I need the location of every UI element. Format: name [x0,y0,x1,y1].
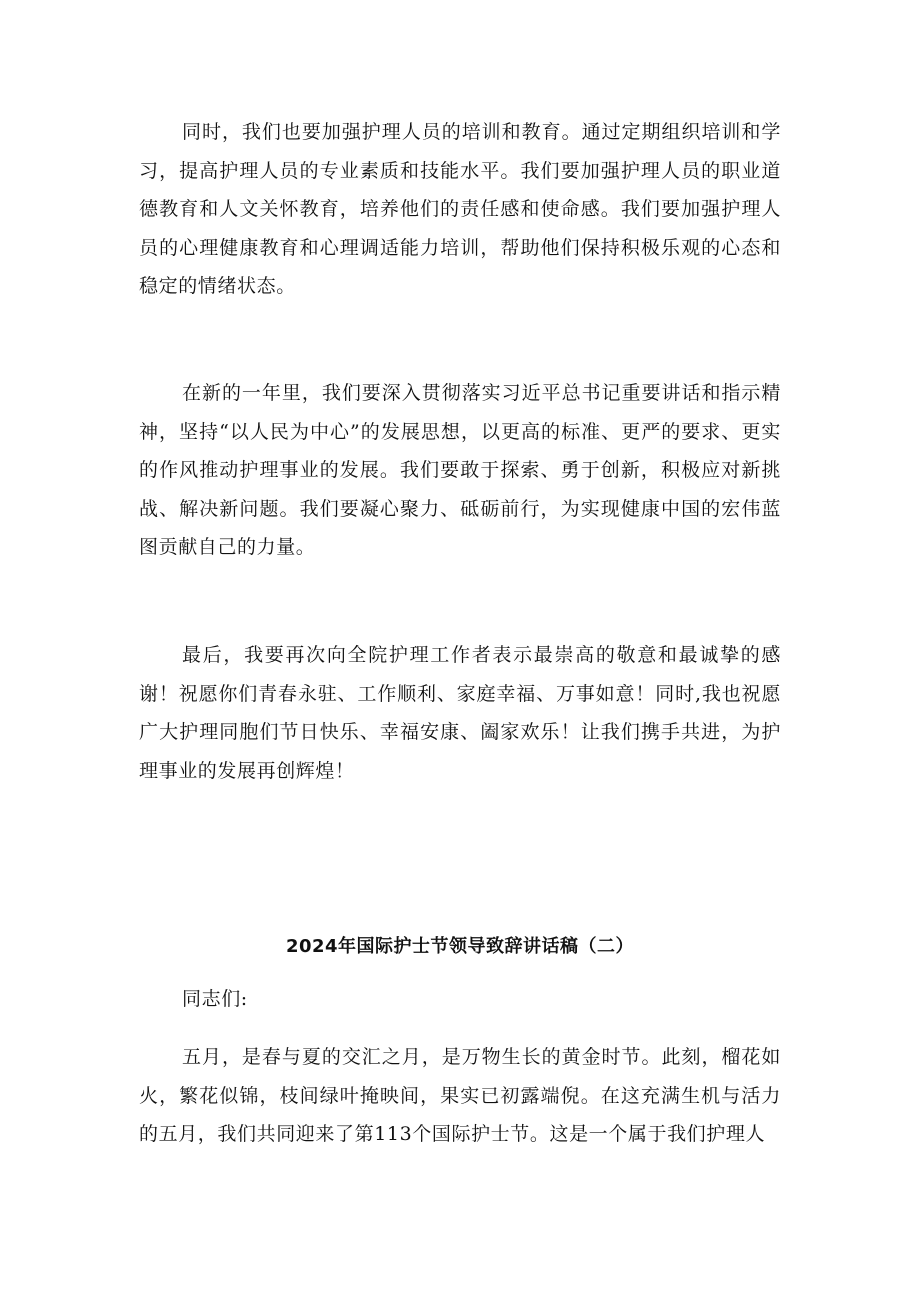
paragraph-may-intro: 五月，是春与夏的交汇之月，是万物生长的黄金时节。此刻，榴花如火，繁花似锦，枝间绿叶掩映间，果实已初露端倪。在这充满生机与活力的五月，我们共同迎来了第113个国际护士节。这是一个属于我们护理人 [139,1046,781,1145]
paragraph-new-year: 在新的一年里，我们要深入贯彻落实习近平总书记重要讲话和指示精神，坚持“以人民为中心”的发展思想，以更高的标准、更严的要求、更实的作风推动护理事业的发展。我们要敢于探索、勇于创新，积极应对新挑战、解决新问题。我们要凝心聚力、砥砺前行，为实现健康中国的宏伟蓝图贡献自己的力量。 [139,382,781,558]
paragraph-training: 同时，我们也要加强护理人员的培训和教育。通过定期组织培训和学习，提高护理人员的专业素质和技能水平。我们要加强护理人员的职业道德教育和人文关怀教育，培养他们的责任感和使命感。我们要加强护理人员的心理健康教育和心理调适能力培训，帮助他们保持积极乐观的心态和稳定的情绪状态。 [139,121,781,297]
paragraph-closing: 最后，我要再次向全院护理工作者表示最崇高的敬意和最诚挚的感谢！祝愿你们青春永驻、工作顺利、家庭幸福、万事如意！同时,我也祝愿广大护理同胞们节日快乐、幸福安康、阖家欢乐！让我们携手共进，为护理事业的发展再创辉煌！ [139,644,781,782]
salutation: 同志们: [182,988,248,1010]
section-title: 2024年国际护士节领导致辞讲话稿（二） [285,936,635,957]
